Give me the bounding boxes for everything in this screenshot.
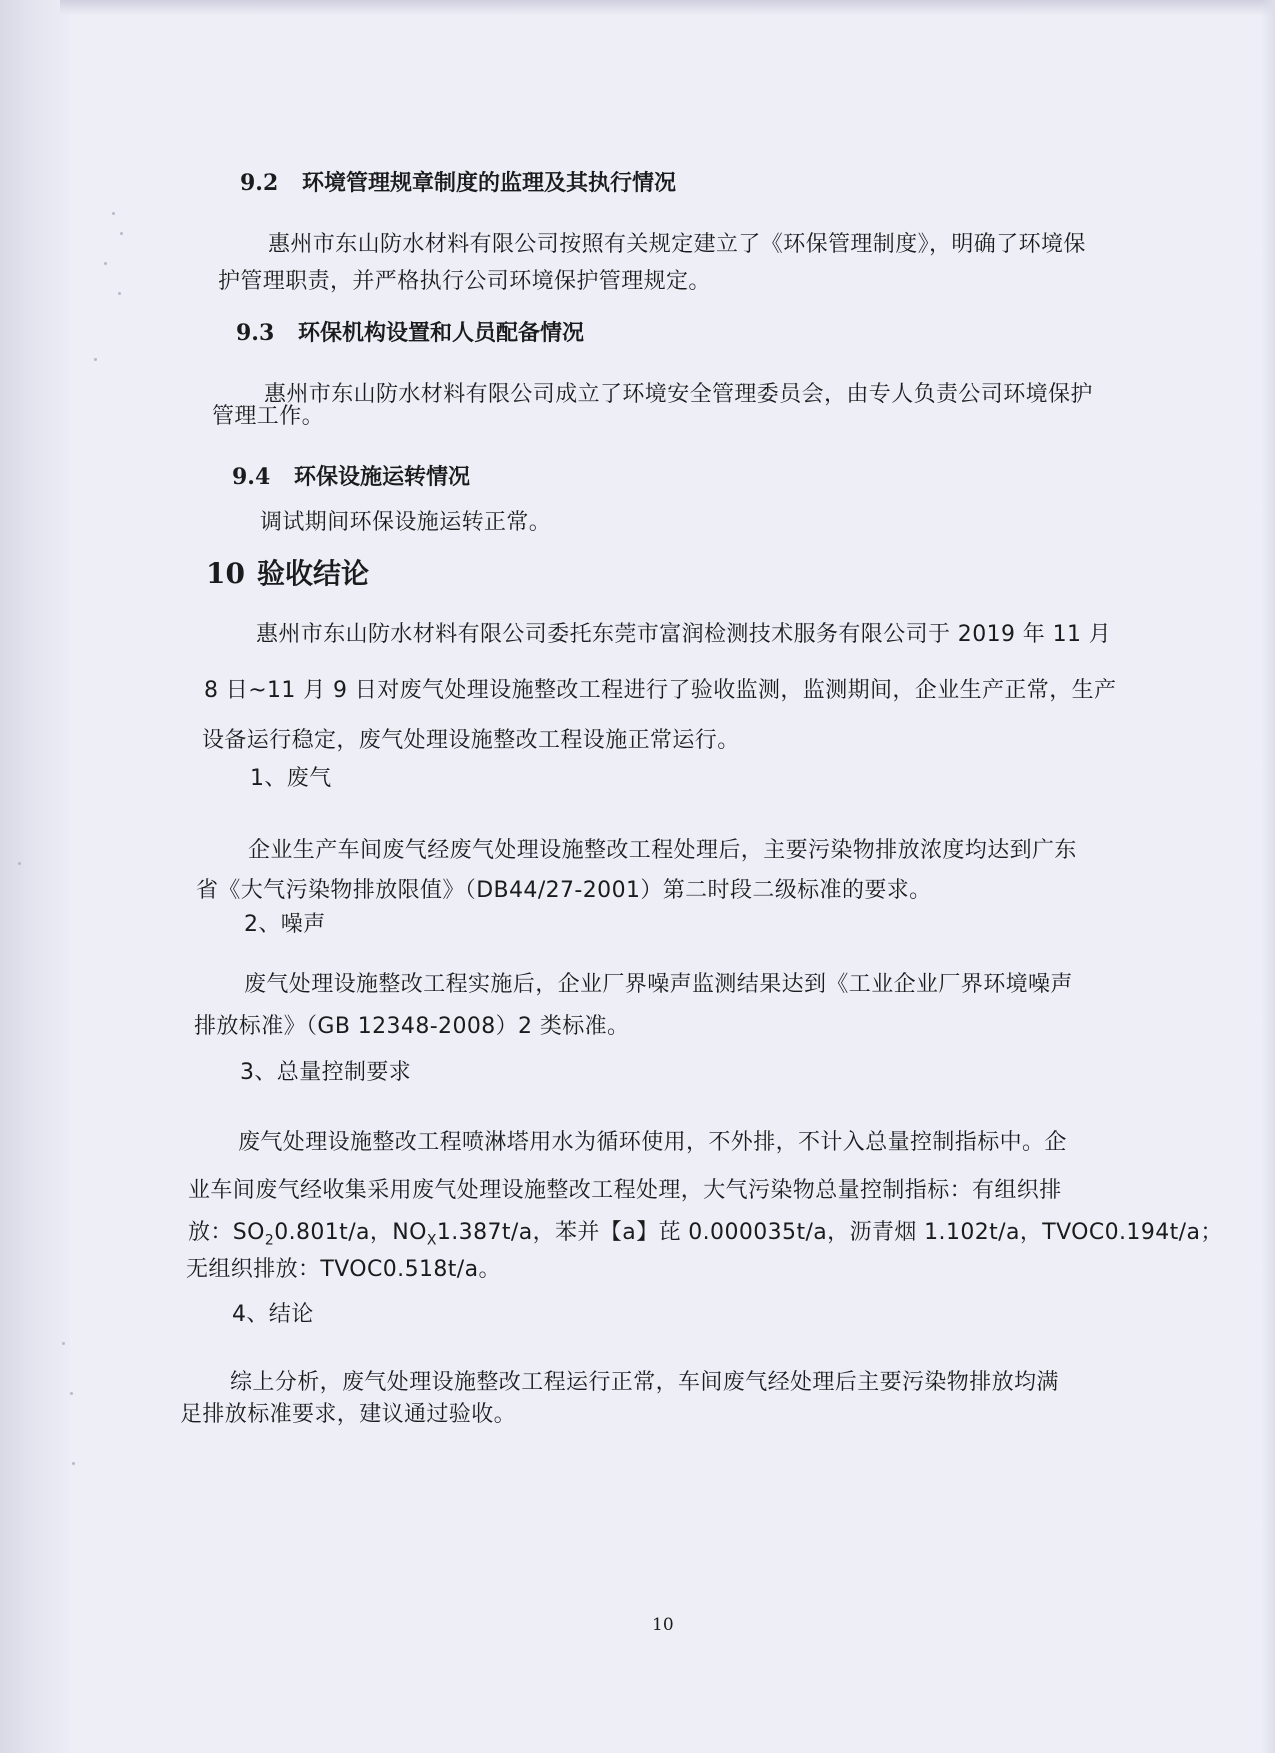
paragraph-line: 综上分析，废气处理设施整改工程运行正常，车间废气经处理后主要污染物排放均满 [230, 1370, 1059, 1395]
item-title: 1、废气 [250, 766, 332, 791]
section-number: 9.2 [240, 170, 279, 196]
emission-text: 1.387t/a，苯并【a】芘 0.000035t/a，沥青烟 1.102t/a，TVOC0.194t/a； [436, 1220, 1223, 1245]
paragraph-line: 管理工作。 [212, 404, 325, 429]
scan-speck [70, 1392, 73, 1395]
paragraph-line: 惠州市东山防水材料有限公司委托东莞市富润检测技术服务有限公司于 2019 年 11 月 [256, 622, 1112, 647]
scan-speck [72, 1462, 75, 1465]
section-title: 验收结论 [256, 557, 369, 590]
paragraph-line: 惠州市东山防水材料有限公司按照有关规定建立了《环保管理制度》，明确了环境保 [268, 232, 1086, 257]
paragraph-line: 护管理职责，并严格执行公司环境保护管理规定。 [218, 269, 711, 294]
paragraph-line: 8 日~11 月 9 日对废气处理设施整改工程进行了验收监测，监测期间，企业生产正常，生产 [204, 678, 1117, 703]
section-title: 环保设施运转情况 [294, 465, 471, 490]
paragraph-line: 惠州市东山防水材料有限公司成立了环境安全管理委员会，由专人负责公司环境保护 [264, 382, 1093, 407]
section-number: 10 [206, 557, 245, 590]
emission-text: 放：SO [188, 1220, 265, 1245]
section-10-heading [206, 556, 369, 592]
paragraph-line: 业车间废气经收集采用废气处理设施整改工程处理，大气污染物总量控制指标：有组织排 [188, 1178, 1062, 1203]
section-number: 9.3 [236, 320, 275, 346]
paragraph-line: 设备运行稳定，废气处理设施整改工程设施正常运行。 [202, 728, 740, 753]
page-left-shadow [0, 0, 70, 1753]
emission-text: 0.801t/a，NO [274, 1220, 427, 1245]
page-right-shadow [1261, 0, 1275, 1753]
page-top-shadow [60, 0, 1275, 16]
scan-speck [18, 862, 21, 865]
scan-speck [120, 232, 123, 235]
scan-speck [94, 358, 97, 361]
section-9-4-heading [232, 462, 470, 493]
scan-speck [104, 262, 107, 265]
paragraph-line: 废气处理设施整改工程喷淋塔用水为循环使用，不外排，不计入总量控制指标中。企 [238, 1130, 1067, 1155]
section-title: 环境管理规章制度的监理及其执行情况 [302, 171, 677, 196]
page-number: 10 [652, 1615, 674, 1635]
item-title: 3、总量控制要求 [240, 1060, 412, 1085]
paragraph-line: 足排放标准要求，建议通过验收。 [180, 1402, 517, 1427]
emission-subscript: X [426, 1232, 437, 1249]
item-title: 4、结论 [232, 1302, 314, 1327]
scan-speck [118, 292, 121, 295]
paragraph-line-emissions [188, 1218, 1223, 1255]
scan-speck [112, 212, 115, 215]
paragraph-line: 废气处理设施整改工程实施后，企业厂界噪声监测结果达到《工业企业厂界环境噪声 [244, 972, 1073, 997]
paragraph-line: 企业生产车间废气经废气处理设施整改工程处理后，主要污染物排放浓度均达到广东 [248, 838, 1077, 863]
section-title: 环保机构设置和人员配备情况 [298, 321, 585, 346]
paragraph-line: 无组织排放：TVOC0.518t/a。 [186, 1257, 501, 1282]
paragraph-line: 调试期间环保设施运转正常。 [260, 510, 552, 535]
item-title: 2、噪声 [244, 912, 326, 937]
paragraph-line: 排放标准》（GB 12348-2008）2 类标准。 [194, 1014, 630, 1039]
emission-subscript: 2 [264, 1232, 275, 1249]
section-9-2-heading [240, 168, 676, 199]
section-9-3-heading [236, 318, 584, 349]
scan-speck [62, 1342, 65, 1345]
paragraph-line: 省《大气污染物排放限值》（DB44/27-2001）第二时段二级标准的要求。 [196, 878, 932, 903]
section-number: 9.4 [232, 464, 271, 490]
